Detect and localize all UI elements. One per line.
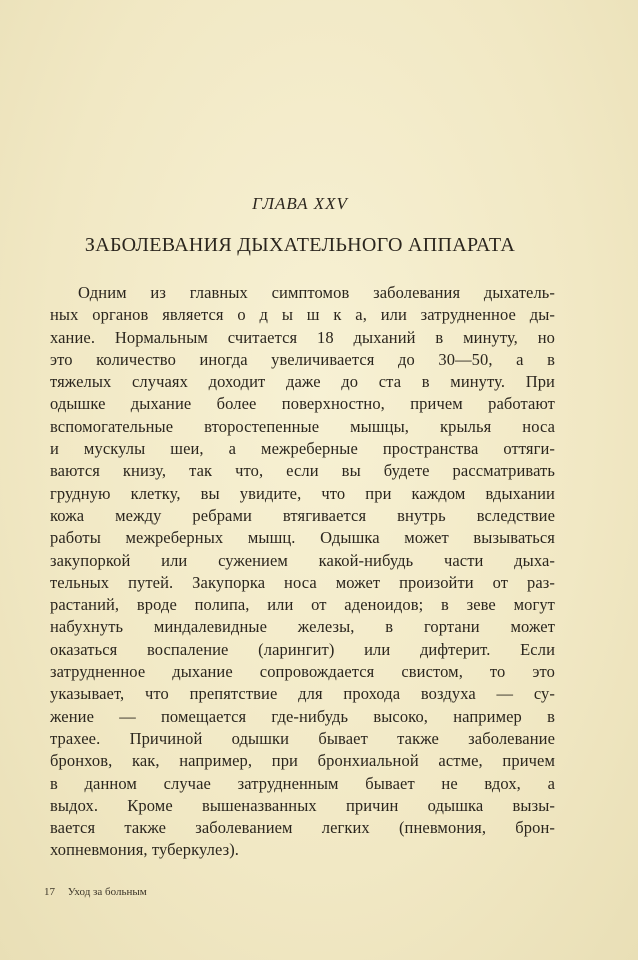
text-line: тяжелых случаях доходит даже до ста в минуту. При [50, 372, 555, 392]
text-line: трахее. Причиной одышки бывает также заболевание [50, 728, 555, 748]
text-line: выдох. Кроме вышеназванных причин одышка вызы- [50, 795, 555, 815]
text-line: одышке дыхание более поверхностно, причем работают [50, 394, 555, 414]
text-line: оказаться воспаление (ларингит) или дифтерит. Если [50, 639, 555, 659]
text-line: затрудненное дыхание сопровождается свистом, то это [50, 662, 555, 682]
text-line: закупоркой или сужением какой-нибудь части дыха- [50, 550, 555, 570]
text-line: вспомогательные второстепенные мышцы, крылья носа [50, 416, 555, 436]
text-line: набухнуть миндалевидные железы, в гортани может [50, 617, 555, 637]
text-line: ных органов является о д ы ш к а, или затрудненное ды- [50, 305, 555, 325]
text-line: Одним из главных симптомов заболевания дыхатель- [78, 283, 555, 302]
text-line: хание. Нормальным считается 18 дыханий в минуту, но [50, 327, 555, 347]
text-line: грудную клетку, вы увидите, что при каждом вдыхании [50, 483, 555, 503]
text-line: и мускулы шеи, а межреберные пространства оттяги- [50, 439, 555, 459]
text-line: жение — помещается где-нибудь высоко, например в [50, 706, 555, 726]
text-line: бронхов, как, например, при бронхиальной астме, причем [50, 751, 555, 771]
text-line: ваются книзу, так что, если вы будете рассматривать [50, 461, 555, 481]
text-line: растаний, вроде полипа, или от аденоидов; в зеве могут [50, 595, 555, 615]
footer-book-title: Уход за больным [67, 886, 147, 898]
signature-number: 17 [44, 886, 55, 898]
text-line: это количество иногда увеличивается до 30—50, а в [50, 349, 555, 369]
chapter-label: ГЛАВА XXV [252, 194, 348, 213]
section-title: ЗАБОЛЕВАНИЯ ДЫХАТЕЛЬНОГО АППАРАТА [84, 234, 516, 256]
page-corner-mark [615, 0, 638, 11]
text-line: кожа между ребрами втягивается внутрь вследствие [50, 505, 555, 525]
text-line: вается также заболеванием легких (пневмония, брон- [50, 818, 555, 838]
text-line: хопневмония, туберкулез). [50, 840, 240, 860]
text-line: в данном случае затрудненным бывает не вдох, а [50, 773, 555, 793]
page-footer [44, 886, 147, 898]
text-line: работы межреберных мышц. Одышка может вызываться [50, 528, 555, 548]
text-line: тельных путей. Закупорка носа может произойти от раз- [50, 572, 555, 592]
body-text [50, 282, 555, 862]
text-line: указывает, что препятствие для прохода воздуха — су- [50, 684, 555, 704]
